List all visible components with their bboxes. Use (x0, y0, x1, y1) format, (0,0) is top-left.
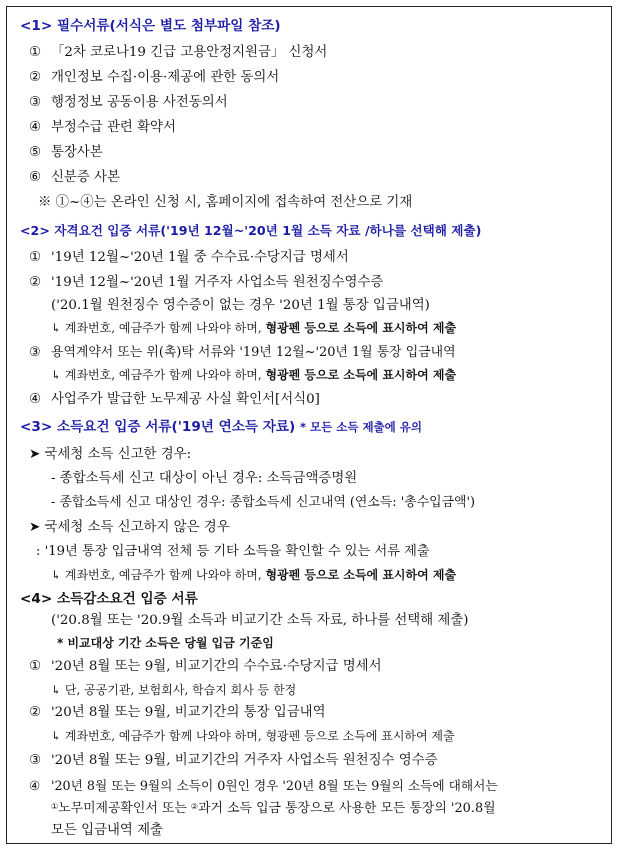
sec3-bullet-1: ➤ 국세청 소득 신고한 경우: (29, 447, 192, 462)
sec4-item-4: ④ '20년 8월 또는 9월의 소득이 0원인 경우 '20년 8월 또는 9월의 소득에 대해서는 (29, 778, 498, 793)
sec2-item-4: ④ 사업주가 발급한 노무제공 사실 확인서[서식0] (29, 392, 320, 407)
sec2-item-2: ② '19년 12월~'20년 1월 거주자 사업소득 원천징수영수증 (29, 275, 384, 290)
sec4-note: * 비교대상 기간 소득은 당월 입금 기준임 (57, 636, 274, 650)
sec4-item-1-arrow: ↳ 단, 공공기관, 보험회사, 학습지 회사 등 한정 (51, 683, 297, 697)
sec2-item-3: ③ 용역계약서 또는 위(촉)탁 서류와 '19년 12월~'20년 1월 통장 입금내역 (29, 345, 456, 360)
section-4-title: <4> 소득감소요건 입증 서류 (20, 591, 198, 607)
sec1-note: ※ ①~④는 온라인 신청 시, 홈페이지에 접속하여 전산으로 기재 (38, 195, 413, 210)
section-2-title: <2> 자격요건 입증 서류('19년 12월~'20년 1월 소득 자료 /하나를 선택해 제출) (20, 223, 482, 238)
sec4-sub: ('20.8월 또는 '20.9월 소득과 비교기간 소득 자료, 하나를 선택해 제출) (51, 613, 469, 628)
sec1-item-2: ② 개인정보 수집·이용·제공에 관한 동의서 (29, 70, 280, 85)
section-1-title: <1> 필수서류(서식은 별도 첨부파일 참조) (20, 18, 281, 34)
sec3-line-1: : '19년 통장 입금내역 전체 등 기타 소득을 확인할 수 있는 서류 제출 (36, 544, 430, 559)
sec4-item-4-line-2: ①노무미제공확인서 또는 ②과거 소득 입금 통장으로 사용한 모든 통장의 '20.8월 (51, 801, 496, 816)
sec4-item-4-line-3: 모든 입금내역 제출 (51, 823, 163, 838)
sec4-item-2-arrow: ↳ 계좌번호, 예금주가 함께 나와야 하며, 형광펜 등으로 소득에 표시하여 제출 (51, 729, 455, 743)
sec1-item-3: ③ 행정정보 공동이용 사전동의서 (29, 95, 228, 110)
sec4-item-2: ② '20년 8월 또는 9월, 비교기간의 통장 입금내역 (29, 705, 326, 720)
section-3-title: <3> 소득요건 입증 서류('19년 연소득 자료) * 모든 소득 제출에 유의 (20, 419, 422, 435)
sec1-item-5: ⑤ 통장사본 (29, 145, 103, 160)
sec2-item-2-arrow: ↳ 계좌번호, 예금주가 함께 나와야 하며, 형광펜 등으로 소득에 표시하여 제출 (51, 321, 457, 335)
sec3-bullet-2: ➤ 국세청 소득 신고하지 않은 경우 (29, 520, 230, 535)
sec2-item-3-arrow: ↳ 계좌번호, 예금주가 함께 나와야 하며, 형광펜 등으로 소득에 표시하여 제출 (51, 368, 457, 382)
sec4-item-1: ① '20년 8월 또는 9월, 비교기간의 수수료·수당지급 명세서 (29, 659, 382, 674)
sec2-item-1: ① '19년 12월~'20년 1월 중 수수료·수당지급 명세서 (29, 250, 349, 265)
sec2-item-2-sub: ('20.1월 원천징수 영수증이 없는 경우 '20년 1월 통장 입금내역) (51, 298, 430, 313)
sec3-dash-2: - 종합소득세 신고 대상인 경우: 종합소득세 신고내역 (연소득: '총수입금액') (51, 495, 476, 510)
sec1-item-6: ⑥ 신분증 사본 (29, 170, 120, 185)
sec1-item-4: ④ 부정수급 관련 확약서 (29, 120, 176, 135)
sec3-dash-1: - 종합소득세 신고 대상이 아닌 경우: 소득금액증명원 (51, 471, 358, 486)
sec1-item-1: ① 「2차 코로나19 긴급 고용안정지원금」 신청서 (29, 45, 328, 60)
sec4-item-3: ③ '20년 8월 또는 9월, 비교기간의 거주자 사업소득 원천징수 영수증 (29, 753, 438, 768)
sec3-arrow: ↳ 계좌번호, 예금주가 함께 나와야 하며, 형광펜 등으로 소득에 표시하여 제출 (51, 568, 457, 582)
